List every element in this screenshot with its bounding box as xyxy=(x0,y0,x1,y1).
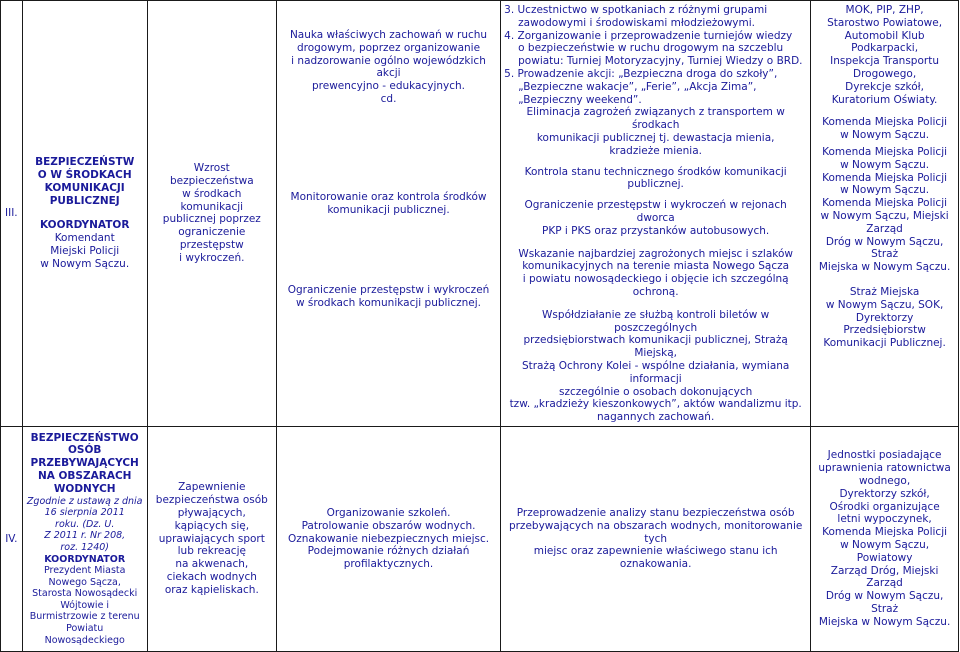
partners-cell xyxy=(811,1,959,427)
action-control: Kontrola stanu technicznego środków komunikacji publicznej. xyxy=(524,165,787,191)
row-number: III. xyxy=(1,1,23,427)
coordinator: KOORDYNATOR Prezydent Miasta Nowego Sącza, Starosta Nowosądecki Wójtowie i Burmistrzowie z terenu Powiatu Nowosądeckiego xyxy=(29,553,140,646)
area-cell xyxy=(22,426,147,651)
row-number: IV. xyxy=(1,426,23,651)
partners-group-2: Komenda Miejska Policji w Nowym Sączu. xyxy=(822,116,948,142)
table-row-iv xyxy=(1,426,959,651)
task-education: Nauka właściwych zachowań w ruchu drogowym, poprzez organizowanie i nadzorowanie ogólno wojewódzkich akcji prewencyjno - edukacyjnych. cd. xyxy=(289,29,488,105)
table-row-iii xyxy=(1,1,959,427)
legal-basis: Zgodnie z ustawą z dnia 16 sierpnia 2011 roku. (Dz. U. Z 2011 r. Nr 208, roz. 1240) xyxy=(26,495,143,553)
goal-cell: Zapewnienie bezpieczeństwa osób pływających, kąpiących się, uprawiających sport lub rekreację na akwenach, ciekach wodnych oraz kąpieliskach. xyxy=(147,426,276,651)
area-title: BEZPIECZEŃSTWO OSÓB PRZEBYWAJĄCYCH NA OBSZARACH WODNYCH xyxy=(30,431,139,495)
partners-cell: Jednostki posiadające uprawnienia ratownictwa wodnego, Dyrektorzy szkół, Ośrodki organizujące letni wypoczynek, Komenda Miejska Policji w Nowym Sączu, Powiatowy Zarząd Dróg, Miejski Zarząd Dróg w Nowym Sączu, Straż Miejska w Nowym Sączu. xyxy=(811,426,959,651)
partners-group-3: Komenda Miejska Policji w Nowym Sączu. Komenda Miejska Policji w Nowym Sączu. Komenda Miejska Policji w Nowym Sączu, Miejski Zarząd Dróg w Nowym Sączu, Straż Miejska w Nowym Sączu. xyxy=(818,145,951,274)
actions-list xyxy=(504,4,807,106)
tasks-cell xyxy=(276,1,500,427)
list-item: 5. Prowadzenie akcji: „Bezpieczna droga do szkoły”, „Bezpieczne wakacje”, „Ferie”, „Akcja Zima”, „Bezpieczny weekend”. xyxy=(504,67,778,106)
goal-cell: Wzrost bezpieczeństwa w środkach komunikacji publicznej poprzez ograniczenie przestępstw i wykroczeń. xyxy=(147,1,276,427)
partners-group-1: MOK, PIP, ZHP, Starostwo Powiatowe, Automobil Klub Podkarpacki, Inspekcja Transportu Drogowego, Dyrekcje szkół, Kuratorium Oświaty. xyxy=(827,4,943,106)
coordinator: KOORDYNATOR Komendant Miejski Policji w Nowym Sączu. xyxy=(39,219,130,270)
list-item: 4. Zorganizowanie i przeprowadzenie turniejów wiedzy o bezpieczeństwie w ruchu drogowym na szczeblu powiatu: Turniej Motoryzacyjny, Turniej Wiedzy o BRD. xyxy=(504,29,803,68)
task-monitoring: Monitorowanie oraz kontrola środków komunikacji publicznej. xyxy=(290,190,487,216)
action-cooperation: Współdziałanie ze służbą kontroli biletów w poszczególnych przedsiębiorstwach komunikacji publicznej, Strażą Miejską, Strażą Ochrony Kolei - wspólne działania, wymiana informacji szczególnie o osobach dokonujących tzw. „kradzieży kieszonkowych”, aktów wandalizmu itp. nagannych zachowań. xyxy=(509,308,802,424)
area-cell xyxy=(22,1,147,427)
tasks-cell: Organizowanie szkoleń. Patrolowanie obszarów wodnych. Oznakowanie niebezpiecznych miejsc. Podejmowanie różnych działań profilaktycznych. xyxy=(276,426,500,651)
task-crime-limit: Ograniczenie przestępstw i wykroczeń w środkach komunikacji publicznej. xyxy=(287,284,490,310)
actions-cell xyxy=(501,1,811,427)
area-title: BEZPIECZEŃSTW O W ŚRODKACH KOMUNIKACJI PUBLICZNEJ xyxy=(35,156,135,207)
action-elimination: Eliminacja zagrożeń związanych z transportem w środkach komunikacji publicznej tj. dewastacja mienia, kradzieże mienia. xyxy=(526,106,785,157)
action-limit: Ograniczenie przestępstw i wykroczeń w rejonach dworca PKP i PKS oraz przystanków autobusowych. xyxy=(524,199,787,237)
action-indicate: Wskazanie najbardziej zagrożonych miejsc i szlaków komunikacyjnych na terenie miasta Nowego Sącza i powiatu nowosądeckiego i objęcie ich szczególną ochroną. xyxy=(518,247,793,298)
list-item: 3. Uczestnictwo w spotkaniach z różnymi grupami zawodowymi i środowiskami młodzieżowymi. xyxy=(504,4,768,29)
actions-cell: Przeprowadzenie analizy stanu bezpieczeństwa osób przebywających na obszarach wodnych, monitorowanie tych miejsc oraz zapewnienie właściwego stanu ich oznakowania. xyxy=(501,426,811,651)
partners-group-4: Straż Miejska w Nowym Sączu, SOK, Dyrektorzy Przedsiębiorstw Komunikacji Publicznej. xyxy=(823,285,946,350)
